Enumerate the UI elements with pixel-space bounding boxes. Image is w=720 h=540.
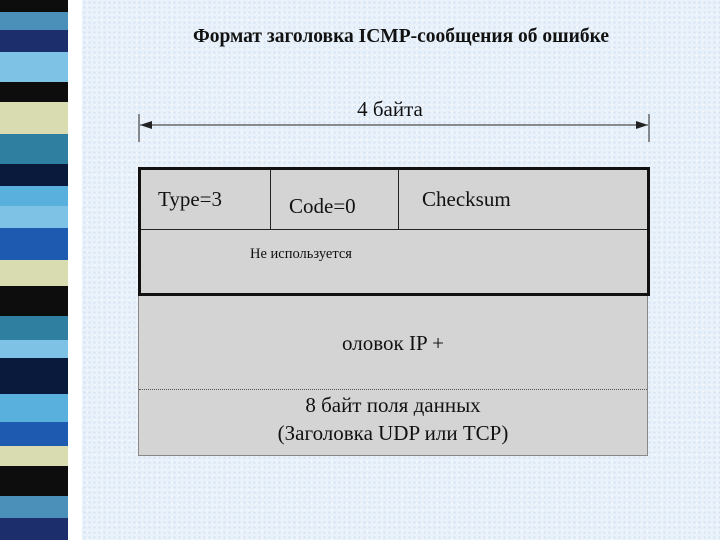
payload-divider <box>139 389 647 390</box>
data-bytes-line2: (Заголовка UDP или TCP) <box>277 421 509 445</box>
code-field: Code=0 <box>289 194 356 218</box>
code-checksum-divider <box>398 170 399 229</box>
width-label: 4 байта <box>357 97 423 121</box>
slide-title: Формат заголовка ICMP-сообщения об ошибке <box>192 26 610 47</box>
type-code-divider <box>270 170 271 229</box>
ip-header-field: оловок IP + <box>342 331 444 355</box>
type-field: Type=3 <box>158 187 223 211</box>
header-row-divider <box>141 229 647 230</box>
checksum-field: Checksum <box>422 187 511 211</box>
width-dimension-arrow <box>135 112 655 142</box>
unused-field: Не используется <box>250 246 352 262</box>
decorative-stripe-bar <box>0 0 68 540</box>
data-bytes-line1: 8 байт поля данных <box>305 393 481 417</box>
